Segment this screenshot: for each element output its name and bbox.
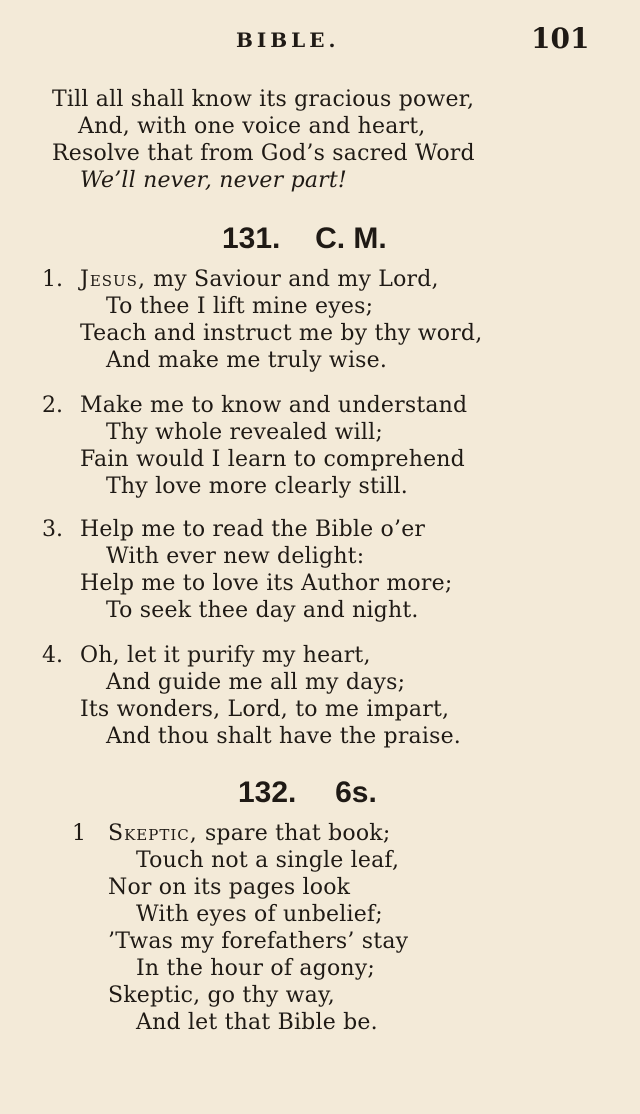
- stanza-number: 1.: [42, 267, 63, 292]
- stanza-line: With ever new delight:: [106, 544, 365, 569]
- hymn-meter: C. M.: [315, 222, 387, 255]
- stanza-line: Thy whole revealed will;: [106, 420, 383, 445]
- hymn-heading: [222, 222, 387, 256]
- stanza-number: 4.: [42, 643, 63, 668]
- stanza-line: Oh, let it purify my heart,: [80, 643, 371, 668]
- stanza-line: Make me to know and understand: [80, 393, 468, 418]
- stanza-line: And guide me all my days;: [106, 670, 406, 695]
- stanza-line: Help me to love its Author more;: [80, 571, 453, 596]
- first-word: Skeptic,: [108, 821, 198, 846]
- stanza-line: To seek thee day and night.: [106, 598, 419, 623]
- stanza-number: 1: [72, 821, 86, 846]
- hymn-number: 131.: [222, 222, 281, 255]
- hymn-number: 132.: [238, 776, 297, 809]
- stanza-line: Jesus, my Saviour and my Lord,: [80, 267, 439, 292]
- running-head: [0, 22, 640, 62]
- running-title: BIBLE.: [236, 28, 340, 52]
- hymn-heading: [238, 776, 377, 810]
- stanza-line: ’Twas my forefathers’ stay: [108, 929, 409, 954]
- stanza-line: Skeptic, go thy way,: [108, 983, 335, 1008]
- hymn-meter: 6s.: [335, 776, 377, 809]
- stanza-line: Teach and instruct me by thy word,: [80, 321, 483, 346]
- stanza-line: Help me to read the Bible o’er: [80, 517, 426, 542]
- stanza-line: Till all shall know its gracious power,: [52, 87, 475, 112]
- stanza-line: And thou shalt have the praise.: [106, 724, 461, 749]
- stanza-line: We’ll never, never part!: [80, 168, 347, 193]
- page-number: 101: [531, 22, 590, 55]
- stanza-line: Skeptic, spare that book;: [108, 821, 391, 846]
- stanza-line: Thy love more clearly still.: [106, 474, 408, 499]
- stanza-line: Touch not a single leaf,: [136, 848, 400, 873]
- first-word: Jesus,: [80, 267, 146, 292]
- stanza-number: 3.: [42, 517, 63, 542]
- stanza-line: And let that Bible be.: [136, 1010, 378, 1035]
- stanza-line: Nor on its pages look: [108, 875, 351, 900]
- stanza-line: And, with one voice and heart,: [78, 114, 426, 139]
- stanza-line: And make me truly wise.: [106, 348, 388, 373]
- stanza-line: To thee I lift mine eyes;: [106, 294, 374, 319]
- stanza-line: Its wonders, Lord, to me impart,: [80, 697, 450, 722]
- stanza-line: Resolve that from God’s sacred Word: [52, 141, 475, 166]
- stanza-line: In the hour of agony;: [136, 956, 376, 981]
- stanza-line: Fain would I learn to comprehend: [80, 447, 465, 472]
- stanza-number: 2.: [42, 393, 63, 418]
- stanza-line: With eyes of unbelief;: [136, 902, 383, 927]
